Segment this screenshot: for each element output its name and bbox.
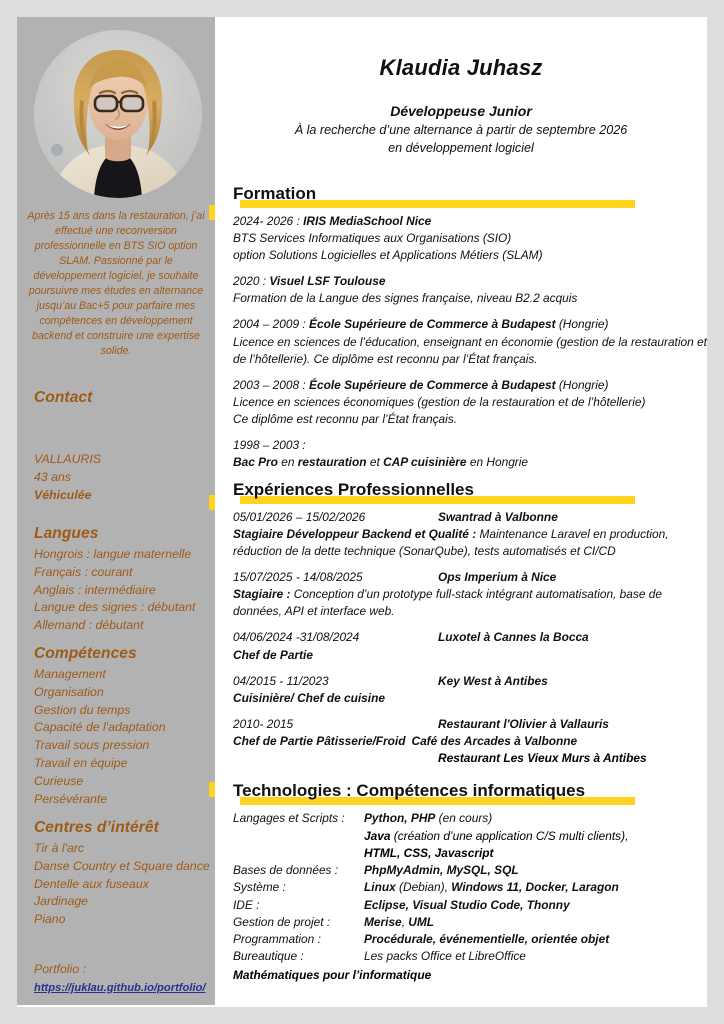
- tech-label: Système :: [233, 880, 286, 895]
- formation-school: École Supérieure de Commerce à Budapest: [309, 377, 556, 392]
- langue-item: Français : courant: [34, 564, 133, 579]
- portfolio-link[interactable]: https://juklau.github.io/portfolio/: [34, 981, 206, 994]
- langue-item: Langue des signes : débutant: [34, 600, 196, 615]
- formation-date: 2020 :: [233, 274, 270, 289]
- tech-value-rest: ,: [401, 914, 409, 929]
- experience-organisation: Café des Arcades à Valbonne: [411, 734, 578, 749]
- formation-entry: [233, 377, 707, 428]
- tech-label: Programmation :: [233, 932, 321, 947]
- tech-value-rest: (Debian),: [395, 880, 452, 895]
- experience-organisation: Luxotel à Cannes la Bocca: [438, 630, 589, 645]
- experience-date: 04/06/2024 -31/08/2024: [233, 630, 360, 645]
- interet-item: Tir à l'arc: [34, 841, 85, 855]
- sidebar-heading-interets: [34, 819, 214, 837]
- tech-value-rest: (création d’une application C/S multi clients),: [390, 828, 629, 843]
- tech-row: [233, 862, 707, 879]
- interet-item: Jardinage: [34, 894, 89, 909]
- contact-item-vehicle: Véhiculée: [34, 487, 92, 502]
- interet-item: Dentelle aux fuseaux: [34, 876, 149, 891]
- sidebar-heading-competences: [34, 645, 214, 663]
- tech-value-bold: Linux: [364, 880, 396, 895]
- portfolio-label: Portfolio :: [34, 962, 86, 976]
- interets-heading: Centres d’intérêt: [34, 819, 159, 836]
- tagline-line-2: en développement logiciel: [388, 140, 534, 155]
- experience-item: [233, 673, 707, 707]
- tech-value-rest: (en cours): [435, 811, 493, 826]
- competence-item: Gestion du temps: [34, 702, 131, 717]
- competence-item: Persévérante: [34, 791, 108, 806]
- tech-value-bold: PhpMyAdmin, MySQL, SQL: [364, 863, 519, 878]
- tech-label: Gestion de projet :: [233, 914, 331, 929]
- formation-line: Licence en sciences de l’éducation, enseignant en économie (gestion de la restauration et de l’hôtellerie). Ce diplôme est reconnu par l’État français.: [233, 334, 707, 366]
- sidebar-heading-langues: [34, 525, 214, 543]
- tech-footer: Mathématiques pour l’informatique: [233, 967, 432, 982]
- formation-date: 2024- 2026 :: [233, 213, 304, 228]
- sidebar-heading-contact: [34, 389, 214, 407]
- page-title: Klaudia Juhasz: [379, 55, 543, 80]
- formation-line: Licence en sciences économiques (gestion de la restauration et de l’hôtellerie): [233, 395, 646, 410]
- portrait-photo: [34, 30, 202, 198]
- formation-line: option Solutions Logicielles et Applications Métiers (SLAM): [233, 248, 543, 263]
- contact-heading: Contact: [34, 389, 93, 406]
- experience-item: [233, 716, 707, 767]
- experience-desc: Maintenance Laravel en production, réduction de la dette technique (SonarQube), tests automatisés et CI/CD: [233, 526, 669, 558]
- section-technologies: [233, 781, 707, 984]
- cv-page: [17, 17, 707, 1007]
- experience-item: [233, 569, 707, 620]
- tech-value-bold: HTML, CSS, Javascript: [364, 845, 494, 860]
- langue-item: Anglais : intermédiaire: [34, 582, 156, 597]
- tech-row-continuation: [364, 845, 707, 862]
- section-formation: [233, 184, 707, 472]
- experience-date: 15/07/2025 - 14/08/2025: [233, 570, 363, 584]
- portrait-illustration: [34, 30, 202, 198]
- formation-line: BTS Services Informatiques aux Organisations (SIO): [233, 230, 512, 245]
- competence-item: Curieuse: [34, 773, 84, 788]
- formation-line: Ce diplôme est reconnu par l’État français.: [233, 412, 458, 427]
- interet-item: Danse Country et Square dance: [34, 858, 210, 873]
- tagline: [215, 122, 707, 158]
- formation-date: 1998 – 2003 :: [233, 438, 306, 453]
- contact-list: [34, 451, 214, 504]
- tech-label: Bases de données :: [233, 863, 339, 878]
- tech-row: [233, 948, 707, 965]
- formation-country: (Hongrie): [555, 377, 609, 392]
- formation-school: IRIS MediaSchool Nice: [303, 213, 432, 228]
- competence-item: Management: [34, 667, 106, 681]
- experience-role: Chef de Partie: [233, 647, 313, 662]
- tech-row: [233, 897, 707, 914]
- tech-label: Langages et Scripts :: [233, 811, 345, 826]
- experience-date: 04/2015 - 11/2023: [233, 673, 329, 688]
- portfolio-block: [34, 961, 214, 996]
- tech-value-bold: Java: [364, 828, 391, 843]
- experience-date: 05/01/2026 – 15/02/2026: [233, 509, 366, 524]
- tech-value-bold-2: UML: [408, 914, 435, 929]
- langues-list: [34, 546, 219, 635]
- experience-role: Stagiaire :: [233, 587, 291, 602]
- formation-entry: [233, 316, 707, 367]
- experience-role: Chef de Partie Pâtisserie/Froid: [233, 734, 406, 749]
- experience-organisation: Key West à Antibes: [438, 673, 548, 688]
- formation-school: École Supérieure de Commerce à Budapest: [309, 317, 556, 332]
- interet-item: Piano: [34, 912, 66, 927]
- tech-value-bold: Merise: [364, 914, 402, 929]
- formation-date: 2003 – 2008 :: [233, 377, 310, 392]
- tech-row: [233, 810, 707, 827]
- contact-item-age: 43 ans: [34, 469, 71, 484]
- formation-school: Visuel LSF Toulouse: [269, 274, 386, 289]
- experience-organisation: Swantrad à Valbonne: [438, 509, 558, 524]
- tech-row-continuation: [364, 828, 707, 845]
- tech-row: [233, 931, 707, 948]
- tech-label: IDE :: [233, 897, 260, 912]
- experience-role: Stagiaire Développeur Backend et Qualité :: [233, 526, 477, 541]
- formation-line: Formation de la Langue des signes française, niveau B2.2 acquis: [233, 291, 578, 306]
- langue-item: Allemand : débutant: [34, 618, 144, 633]
- technologies-title: Technologies : Compétences informatiques: [233, 781, 586, 801]
- formation-country: (Hongrie): [555, 317, 609, 332]
- tech-value-bold: Eclipse, Visual Studio Code, Thonny: [364, 897, 570, 912]
- formation-title: Formation: [233, 183, 317, 203]
- tech-label: Bureautique :: [233, 949, 304, 964]
- experience-organisation: Restaurant l'Olivier à Vallauris: [438, 716, 609, 731]
- competence-item: Travail en équipe: [34, 756, 128, 771]
- experience-date: 2010- 2015: [233, 716, 294, 731]
- job-title: Développeuse Junior: [390, 103, 532, 119]
- competences-list: [34, 666, 219, 809]
- formation-entry: [233, 437, 707, 471]
- tech-value-bold: Procédurale, événementielle, orientée objet: [364, 932, 610, 947]
- tech-row: [233, 914, 707, 931]
- profile-summary: Après 15 ans dans la restauration, j’ai effectué une reconversion professionnelle en BTS SIO option SLAM. Passionné par le développement logiciel, je souhaite poursuivre mes études en alternance jusqu’au Bac+5 pour parfaire mes compétences en développement backend et construire une expertise solide.: [27, 210, 205, 358]
- experience-item: [233, 509, 707, 560]
- tech-value-rest: Les packs Office et LibreOffice: [364, 949, 526, 964]
- avatar: [34, 30, 202, 198]
- interets-list: [34, 840, 224, 929]
- experience-item: [233, 629, 707, 663]
- experience-role: Cuisinière/ Chef de cuisine: [233, 690, 385, 705]
- tech-value-bold-2: Windows 11, Docker, Laragon: [451, 880, 619, 895]
- experience-desc: Conception d’un prototype full-stack intégrant automatisation, base de données, API et interface web.: [233, 587, 662, 619]
- competence-item: Capacité de l'adaptation: [34, 720, 166, 735]
- tech-row: [233, 879, 707, 896]
- formation-entry: [233, 273, 707, 307]
- contact-item-city: VALLAURIS: [34, 452, 101, 466]
- competences-heading: Compétences: [34, 645, 137, 662]
- formation-rich-line: Bac Pro en restauration et CAP cuisinière en Hongrie: [233, 455, 529, 470]
- experience-organisation: Ops Imperium à Nice: [438, 570, 557, 584]
- section-experiences: [233, 480, 707, 768]
- sidebar: [17, 17, 215, 1005]
- experience-organisation: Restaurant Les Vieux Murs à Antibes: [438, 751, 647, 766]
- tagline-line-1: À la recherche d’une alternance à partir de septembre 2026: [294, 123, 628, 137]
- formation-entry: [233, 213, 707, 264]
- main-content: [215, 17, 707, 1005]
- langue-item: Hongrois : langue maternelle: [34, 547, 192, 561]
- formation-date: 2004 – 2009 :: [233, 317, 310, 332]
- experiences-title: Expériences Professionnelles: [233, 479, 474, 499]
- competence-item: Organisation: [34, 684, 104, 699]
- langues-heading: Langues: [34, 525, 99, 542]
- competence-item: Travail sous pression: [34, 738, 150, 753]
- tech-value-bold: Python, PHP: [364, 811, 436, 826]
